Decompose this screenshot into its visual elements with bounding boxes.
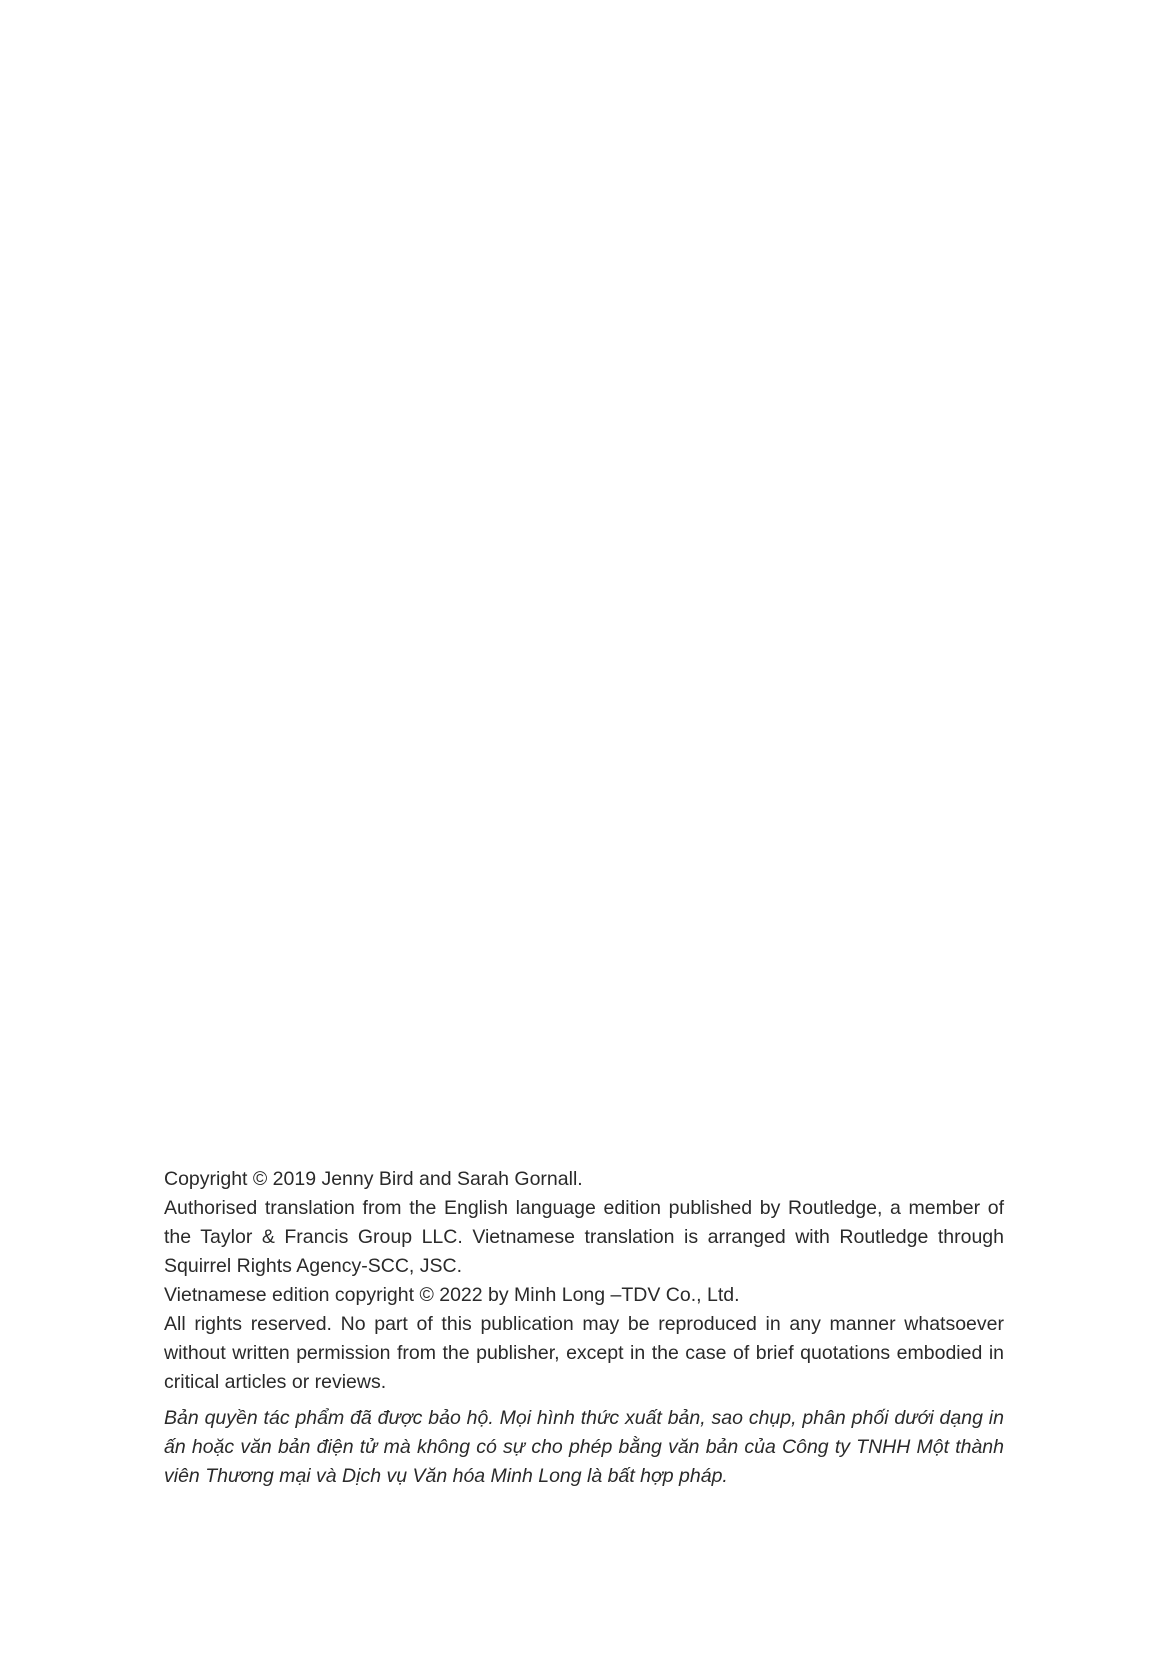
vietnamese-rights-notice: Bản quyền tác phẩm đã được bảo hộ. Mọi hình thức xuất bản, sao chụp, phân phối dưới dạng in ấn hoặc văn bản điện tử mà không có sự cho phép bằng văn bản của Công ty TNHH Một thành viên Thương mại và Dịch vụ Văn hóa Minh Long là bất hợp pháp. <box>164 1407 1004 1487</box>
translation-notice: Authorised translation from the English language edition published by Routledge, a member of the Taylor & Francis Group LLC. Vietnamese translation is arranged with Routledge through Squirrel Rights Agency-SCC, JSC. <box>164 1197 1004 1277</box>
copyright-notice <box>164 1165 1004 1491</box>
copyright-line: Copyright © 2019 Jenny Bird and Sarah Gornall. <box>164 1168 583 1190</box>
rights-reserved-notice: All rights reserved. No part of this publication may be reproduced in any manner whatsoever without written permission from the publisher, except in the case of brief quotations embodied in critical articles or reviews. <box>164 1313 1004 1393</box>
vietnamese-edition-copyright: Vietnamese edition copyright © 2022 by Minh Long –TDV Co., Ltd. <box>164 1284 740 1306</box>
